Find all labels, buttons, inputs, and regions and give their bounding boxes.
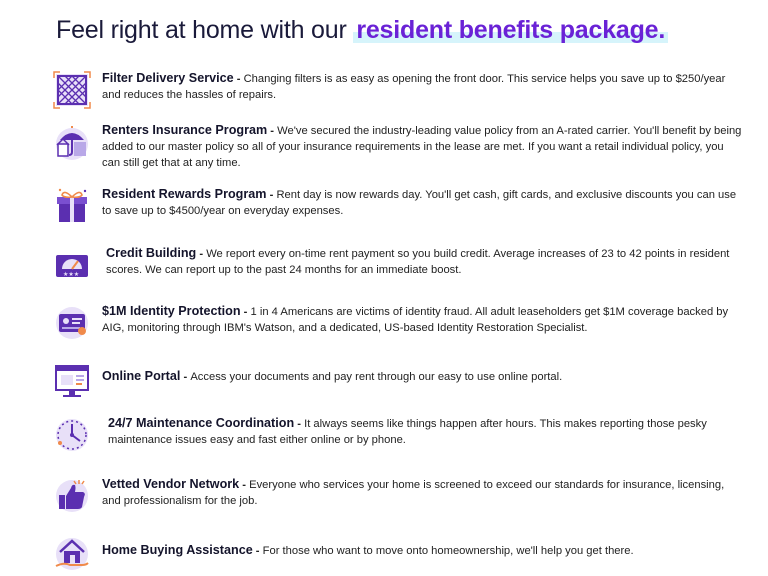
page-headline <box>56 16 668 45</box>
benefit-description: Everyone who services your home is screened to exceed our standards for insurance, licensing, and professionalism for the job. <box>102 479 725 507</box>
benefit-title: Vetted Vendor Network <box>102 477 240 491</box>
benefit-title: Online Portal <box>102 369 181 383</box>
benefit-description: It always seems like things happen after hours. This makes reporting those pesky maintenance issues easy and fast either online or by phone. <box>108 418 707 446</box>
benefit-text <box>102 476 742 509</box>
benefit-separator: - <box>294 418 305 430</box>
umbrella-house-icon <box>52 122 92 162</box>
benefit-title: Resident Rewards Program <box>102 187 267 201</box>
benefit-description: Rent day is now rewards day. You'll get cash, gift cards, and exclusive discounts you can use to save up to $4500/year on everyday expenses. <box>102 189 737 217</box>
benefit-text <box>108 415 748 448</box>
benefit-title: $1M Identity Protection <box>102 304 241 318</box>
benefit-title: Filter Delivery Service <box>102 71 234 85</box>
benefit-title: Credit Building <box>106 246 197 260</box>
benefit-separator: - <box>233 73 244 85</box>
thumbs-up-icon <box>52 476 92 516</box>
benefit-text <box>102 303 742 336</box>
benefit-description: Changing filters is as easy as opening the front door. This service helps you save up to $250/year and reduces the hassles of repairs. <box>102 73 726 101</box>
headline-prefix: Feel right at home with our <box>56 16 354 44</box>
benefit-description: We report every on-time rent payment so you build credit. Average increases of 23 to 42 points in resident scores. We can report up to the past 24 months for an immediate boost. <box>106 248 730 276</box>
benefit-text <box>102 70 742 103</box>
benefit-separator: - <box>196 248 207 260</box>
benefit-separator: - <box>240 306 251 318</box>
house-hand-icon <box>52 534 92 574</box>
benefit-text <box>102 186 742 219</box>
filter-icon <box>52 70 92 110</box>
benefit-separator: - <box>239 479 250 491</box>
svg-text:★★★: ★★★ <box>63 271 80 278</box>
benefit-text <box>106 245 746 278</box>
benefit-separator: - <box>266 189 277 201</box>
benefit-separator: - <box>252 545 263 557</box>
benefit-separator: - <box>180 371 191 383</box>
benefit-description: Access your documents and pay rent through our easy to use online portal. <box>190 371 563 383</box>
benefit-description: We've secured the industry-leading value policy from an A-rated carrier. You'll benefit by being added to our master policy so all of your insurance requirements in the lease are met. If you want a retail individual policy, you can still get that at any time. <box>102 125 742 169</box>
benefit-title: Home Buying Assistance <box>102 543 253 557</box>
headline-highlight: resident benefits package. <box>353 16 668 44</box>
benefit-text <box>102 542 742 559</box>
benefit-text <box>102 368 742 385</box>
benefit-text <box>102 122 742 171</box>
id-card-icon <box>52 303 92 343</box>
benefit-separator: - <box>267 125 278 137</box>
benefit-title: Renters Insurance Program <box>102 123 268 137</box>
credit-gauge-icon <box>52 245 92 285</box>
gift-icon <box>52 186 92 226</box>
clock-icon <box>52 415 92 455</box>
monitor-icon <box>52 360 92 400</box>
benefit-description: 1 in 4 Americans are victims of identity fraud. All adult leaseholders get $1M coverage backed by AIG, monitoring through IBM's Watson, and a dedicated, US-based Identity Restoration Specialist. <box>102 306 729 334</box>
benefit-title: 24/7 Maintenance Coordination <box>108 416 295 430</box>
benefit-description: For those who want to move onto homeownership, we'll help you get there. <box>262 545 634 557</box>
